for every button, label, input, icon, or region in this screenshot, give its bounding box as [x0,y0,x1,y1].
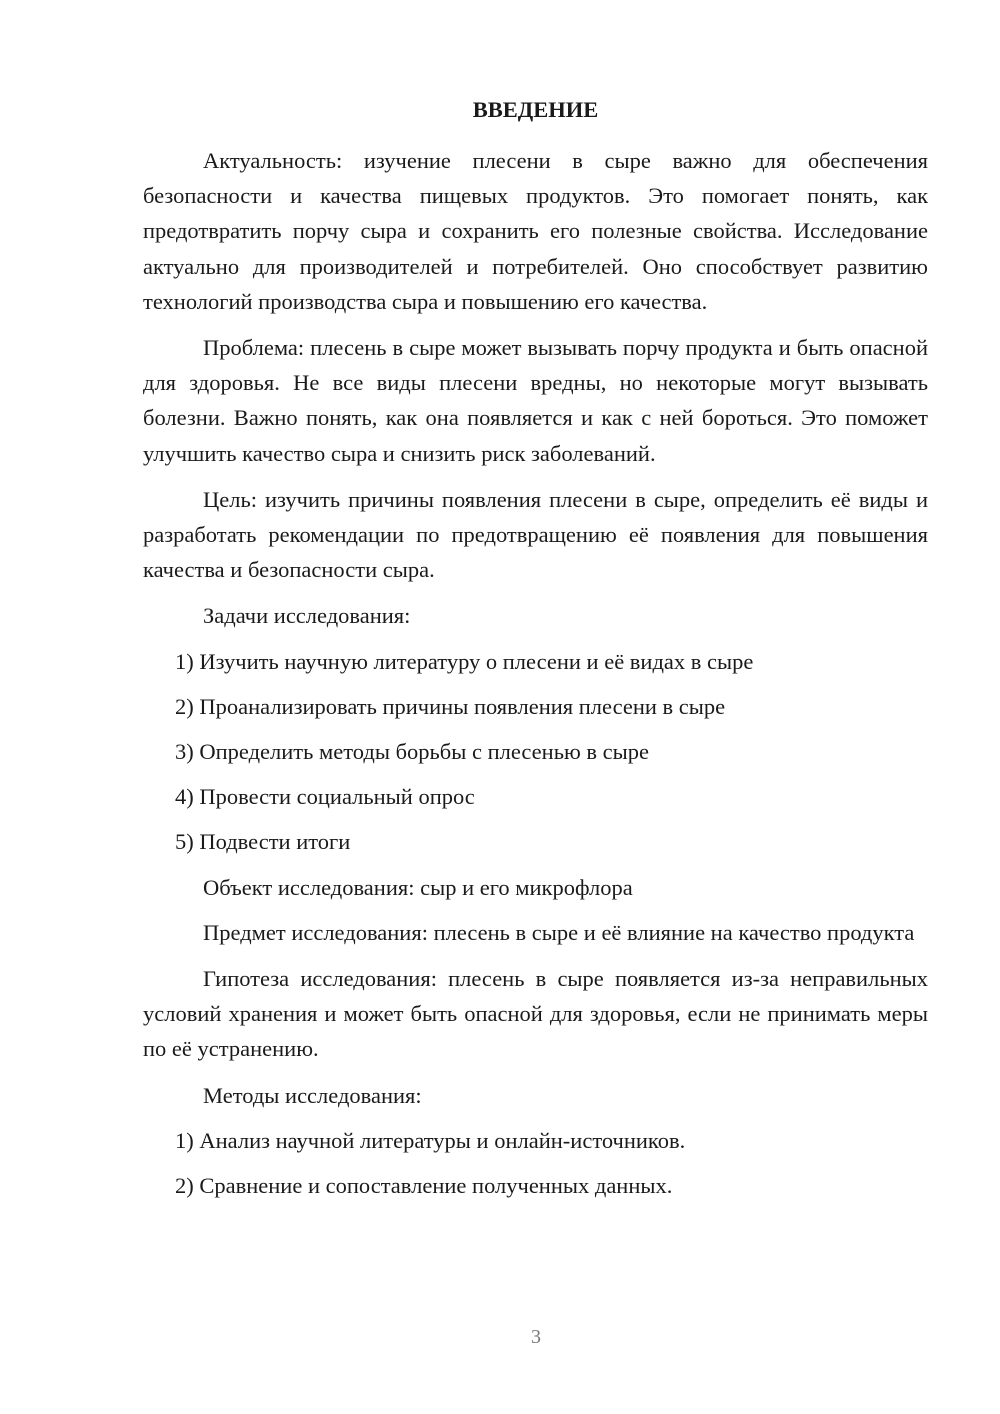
subject-paragraph: Предмет исследования: плесень в сыре и её влияние на качество продукта [203,919,915,945]
task-item: 5) Подвести итоги [175,829,351,855]
task-item: 2) Проанализировать причины появления плесени в сыре [175,693,726,719]
hypothesis-paragraph: Гипотеза исследования: плесень в сыре появляется из-за неправильных условий хранения и может быть опасной для здоровья, если не принимать меры по её устранению. [143,966,928,1062]
page-number: 3 [531,1326,541,1348]
methods-label: Методы исследования: [203,1082,422,1108]
methods-list [143,1123,928,1203]
relevance-paragraph: Актуальность: изучение плесени в сыре важно для обеспечения безопасности и качества пищевых продуктов. Это помогает понять, как предотвратить порчу сыра и сохранить его полезные свойства. Исследование актуально для производителей и потребителей. Оно способствует развитию технологий производства сыра и повышению его качества. [143,148,928,314]
method-item: 1) Анализ научной литературы и онлайн-источников. [175,1127,686,1153]
page-title: ВВЕДЕНИЕ [472,97,599,122]
task-item: 3) Определить методы борьбы с плесенью в сыре [175,739,649,765]
problem-paragraph: Проблема: плесень в сыре может вызывать порчу продукта и быть опасной для здоровья. Не все виды плесени вредны, но некоторые могут вызывать болезни. Важно понять, как она появляется и как с ней бороться. Это поможет улучшить качество сыра и снизить риск заболеваний. [143,335,928,466]
task-item: 1) Изучить научную литературу о плесени и её видах в сыре [175,648,754,674]
goal-paragraph: Цель: изучить причины появления плесени в сыре, определить её виды и разработать рекомендации по предотвращению её появления для повышения качества и безопасности сыра. [143,486,928,583]
document-page [143,92,928,1213]
method-item: 2) Сравнение и сопоставление полученных данных. [175,1173,673,1199]
tasks-list [143,644,928,860]
tasks-label: Задачи исследования: [203,603,411,629]
object-line: Объект исследования: сыр и его микрофлора [203,874,633,900]
task-item: 4) Провести социальный опрос [175,784,475,810]
